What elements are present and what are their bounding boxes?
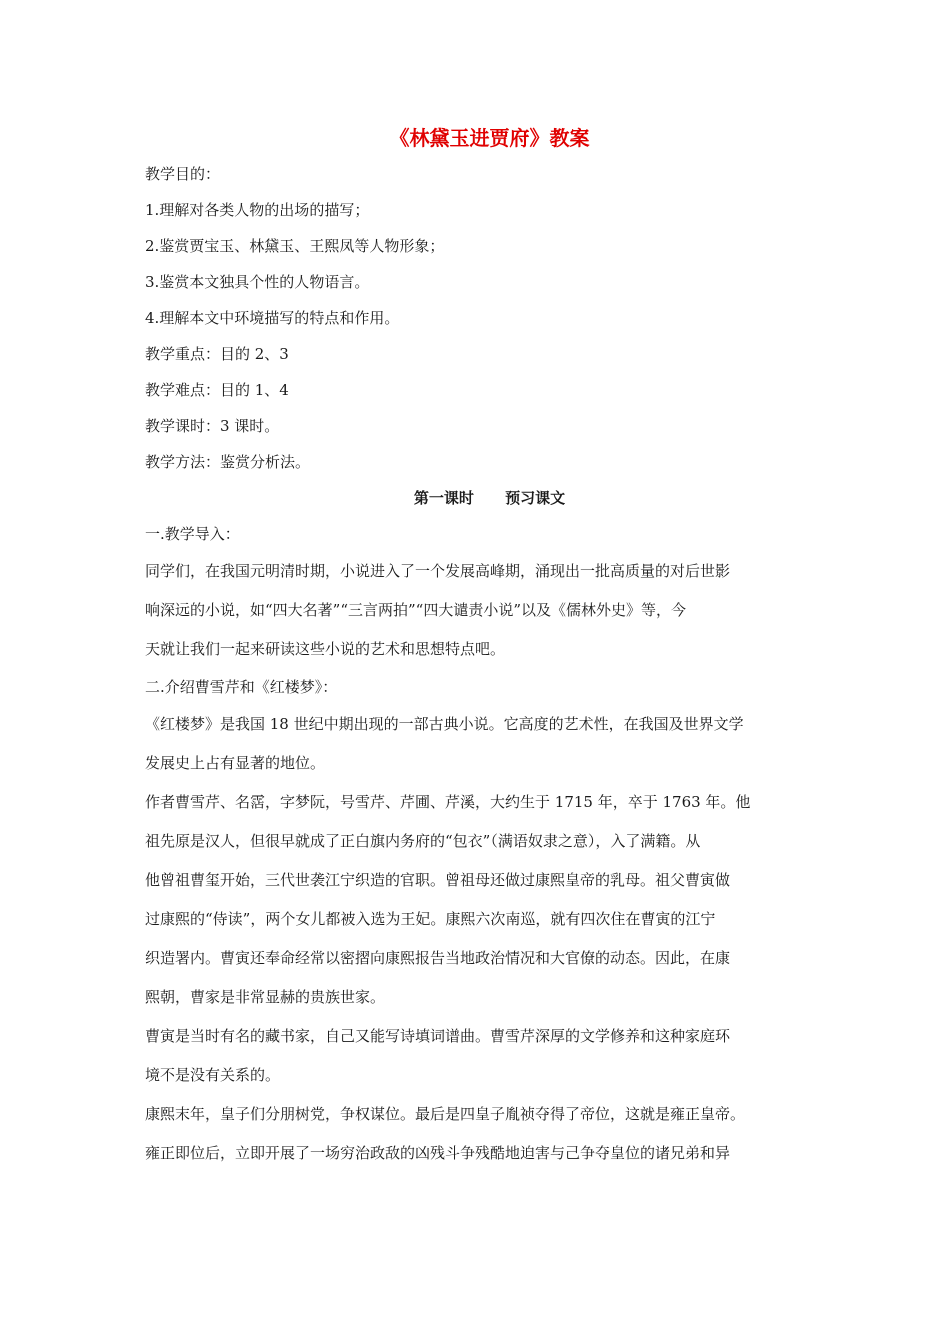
document-body <box>145 122 810 1173</box>
teaching-hours: 教学课时：3 课时。 <box>145 417 280 435</box>
kangxi-paragraph <box>145 1095 810 1173</box>
paragraph-line: 曹寅是当时有名的藏书家，自己又能写诗填词谱曲。曹雪芹深厚的文学修养和这种家庭环 <box>145 1027 731 1045</box>
paragraph-line: 同学们，在我国元明清时期，小说进入了一个发展高峰期，涌现出一批高质量的对后世影 <box>145 562 731 580</box>
paragraph-line: 天就让我们一起来研读这些小说的艺术和思想特点吧。 <box>145 640 506 658</box>
author-paragraph <box>145 783 810 1017</box>
teaching-difficulties: 教学难点：目的 1、4 <box>145 381 289 399</box>
objective-item-2: 2.鉴赏贾宝玉、林黛玉、王熙凤等人物形象； <box>145 237 445 255</box>
teaching-method: 教学方法：鉴赏分析法。 <box>145 453 311 471</box>
paragraph-line: 熙朝，曹家是非常显赫的贵族世家。 <box>145 988 386 1006</box>
paragraph-line: 作者曹雪芹、名霑，字梦阮，号雪芹、芹圃、芹溪，大约生于 1715 年，卒于 1763 年。他 <box>145 793 751 811</box>
caoyin-paragraph <box>145 1017 810 1095</box>
section-author-heading: 二.介绍曹雪芹和《红楼梦》： <box>145 678 338 696</box>
document-title: 《林黛玉进贾府》教案 <box>389 126 590 150</box>
objective-item-3: 3.鉴赏本文独具个性的人物语言。 <box>145 273 370 291</box>
paragraph-line: 祖先原是汉人，但很早就成了正白旗内务府的“包衣”（满语奴隶之意），入了满籍。从 <box>145 832 701 850</box>
teaching-key-points: 教学重点：目的 2、3 <box>145 345 289 363</box>
paragraph-line: 雍正即位后，立即开展了一场穷治政敌的凶残斗争残酷地迫害与己争夺皇位的诸兄弟和异 <box>145 1144 731 1162</box>
paragraph-line: 境不是没有关系的。 <box>145 1066 281 1084</box>
paragraph-line: 织造署内。曹寅还奉命经常以密摺向康熙报告当地政治情况和大官僚的动态。因此，在康 <box>145 949 731 967</box>
paragraph-line: 他曾祖曹玺开始，三代世袭江宁织造的官职。曾祖母还做过康熙皇帝的乳母。祖父曹寅做 <box>145 871 731 889</box>
section-intro-paragraph <box>145 552 810 669</box>
paragraph-line: 康熙末年，皇子们分朋树党，争权谋位。最后是四皇子胤祯夺得了帝位，这就是雍正皇帝。 <box>145 1105 746 1123</box>
hongloumeng-paragraph <box>145 705 810 783</box>
objective-item-4: 4.理解本文中环境描写的特点和作用。 <box>145 309 400 327</box>
lesson-one-heading: 第一课时 预习课文 <box>413 489 566 507</box>
paragraph-line: 响深远的小说，如“四大名著”“三言两拍”“四大谴责小说”以及《儒林外史》等，今 <box>145 601 687 619</box>
section-intro-heading: 一.教学导入： <box>145 525 240 543</box>
paragraph-line: 发展史上占有显著的地位。 <box>145 754 326 772</box>
paragraph-line: 《红楼梦》是我国 18 世纪中期出现的一部古典小说。它高度的艺术性，在我国及世界文学 <box>145 715 744 733</box>
paragraph-line: 过康熙的“侍读”，两个女儿都被入选为王妃。康熙六次南巡，就有四次住在曹寅的江宁 <box>145 910 716 928</box>
objectives-label: 教学目的： <box>145 165 221 183</box>
objective-item-1: 1.理解对各类人物的出场的描写； <box>145 201 370 219</box>
